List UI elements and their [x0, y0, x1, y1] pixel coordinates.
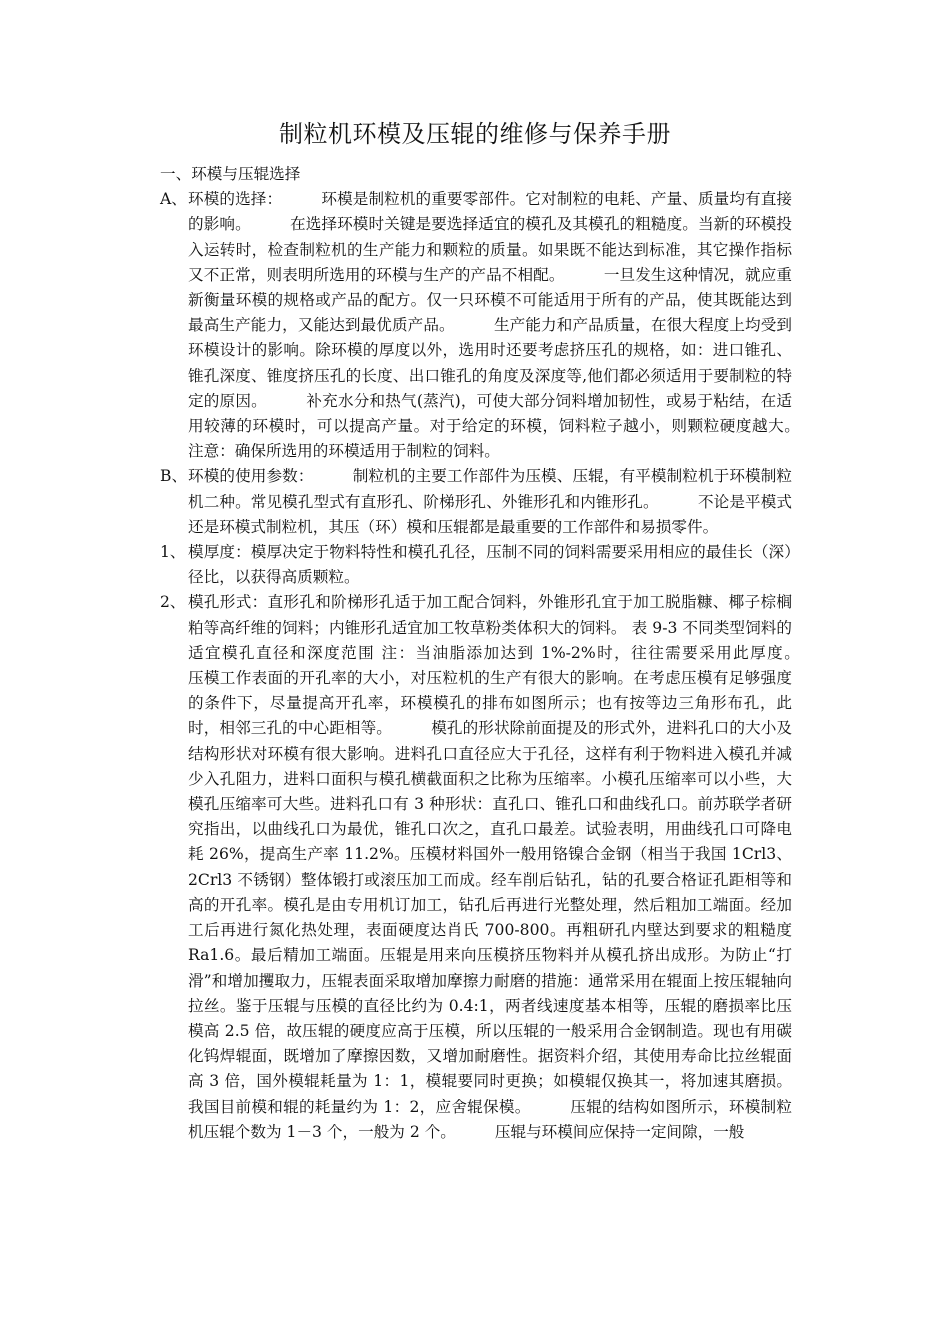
- item-marker: A、: [160, 190, 187, 209]
- item-marker: B、: [160, 467, 188, 486]
- item-marker: 2、: [160, 593, 186, 612]
- item-1-text: 模厚度：模厚决定于物料特性和模孔孔径，压制不同的饲料需要采用相应的最佳长（深）径比，以获得高质颗粒。: [188, 543, 792, 587]
- item-a-text: 环模的选择： 环模是制粒机的重要零部件。它对制粒的电耗、产量、质量均有直接的影响。 在选择环模时关键是要选择适宜的模孔及其模孔的粗糙度。当新的环模投入运转时，检查制粒机的生产能力和颗粒的质量。如果既不能达到标准，其它操作指标又不正常，则表明所选用的环模与生产的产品不相配。 一旦发生这种情况，就应重新衡量环模的规格或产品的配方。仅一只环模不可能适用于所有的产品，使其既能达到最高生产能力，又能达到最优质产品。 生产能力和产品质量，在很大程度上均受到环模设计的影响。除环模的厚度以外，选用时还要考虑挤压孔的规格，如：进口锥孔、锥孔深度、锥度挤压孔的长度、出口锥孔的角度及深度等,他们都必须适用于要制粒的特定的原因。 补充水分和热气(蒸汽)，可使大部分饲料增加韧性，或易于粘结，在适用较薄的环模时，可以提高产量。对于给定的环模，饲料粒子越小，则颗粒硬度越大。 注意：确保所选用的环模适用于制粒的饲料。: [188, 190, 839, 461]
- item-2-text: 模孔形式：直形孔和阶梯形孔适于加工配合饲料，外锥形孔宜于加工脱脂糠、椰子棕榈粕等高纤维的饲料；内锥形孔适宜加工牧草粉类体积大的饲料。 表 9-3 不同类型饲料的适宜模孔直径和深度范围 注：当油脂添加达到 1%-2%时，往往需要采用此厚度。 压模工作表面的开孔率的大小，对压粒机的生产有很大的影响。在考虑压模有足够强度的条件下，尽量提高开孔率，环模模孔的排布如图所示；也有按等边三角形布孔，此时，相邻三孔的中心距相等。 模孔的形状除前面提及的形式外，进料孔口的大小及结构形状对环模有很大影响。进料孔口直径应大于孔径，这样有利于物料进入模孔并减少入孔阻力，进料口面积与模孔横截面积之比称为压缩率。小模孔压缩率可以小些，大模孔压缩率可大些。进料孔口有 3 种形状：直孔口、锥孔口和曲线孔口。前苏联学者研究指出，以曲线孔口为最优，锥孔口次之，直孔口最差。试验表明，用曲线孔口可降电耗 26%，提高生产率 11.2%。压模材料国外一般用铬镍合金钢（相当于我国 1Crl3、2Crl3 不锈钢）整体锻打或滚压加工而成。经车削后钻孔，钻的孔要合格证孔距相等和高的开孔率。模孔是由专用机订加工，钻孔后再进行光整处理，然后粗加工端面。经加工后再进行氮化热处理，表面硬度达肖氏 700-800。再粗研孔内壁达到要求的粗糙度 Ra1.6。最后精加工端面。压辊是用来向压模挤压物料并从模孔挤出成形。为防止“打滑”和增加攫取力，压辊表面采取增加摩擦力耐磨的措施：通常采用在辊面上按压辊轴向拉丝。鉴于压辊与压模的直径比约为 0.4:1，两者线速度基本相等，压辊的磨损率比压模高 2.5 倍，故压辊的硬度应高于压模，所以压辊的一般采用合金钢制造。现也有用碳化钨焊辊面，既增加了摩擦因数，又增加耐磨性。据资料介绍，其使用寿命比拉丝辊面高 3 倍，国外模辊耗量为 1：1，模辊要同时更换；如模辊仅换其一，将加速其磨损。我国目前模和辊的耗量约为 1：2，应舍辊保模。 压辊的结构如图所示，环模制粒机压辊个数为 1－3 个，一般为 2 个。 压辊与环模间应保持一定间隙，一般: [188, 593, 839, 1141]
- document-title: 制粒机环模及压辊的维修与保养手册: [279, 120, 671, 148]
- item-marker: 1、: [160, 543, 186, 562]
- item-2: [160, 590, 839, 1144]
- item-a: [160, 187, 839, 464]
- section-heading: 一、环模与压辊选择: [160, 165, 301, 183]
- document-body: [160, 162, 839, 1145]
- item-1: [160, 540, 792, 590]
- item-b-text: 环模的使用参数： 制粒机的主要工作部件为压模、压辊，有平模制粒机于环模制粒机二种。常见模孔型式有直形孔、阶梯形孔、外锥形孔和内锥形孔。 不论是平模式还是环模式制粒机，其压（环）模和压辊都是最重要的工作部件和易损零件。: [188, 467, 792, 536]
- item-b: [160, 464, 792, 540]
